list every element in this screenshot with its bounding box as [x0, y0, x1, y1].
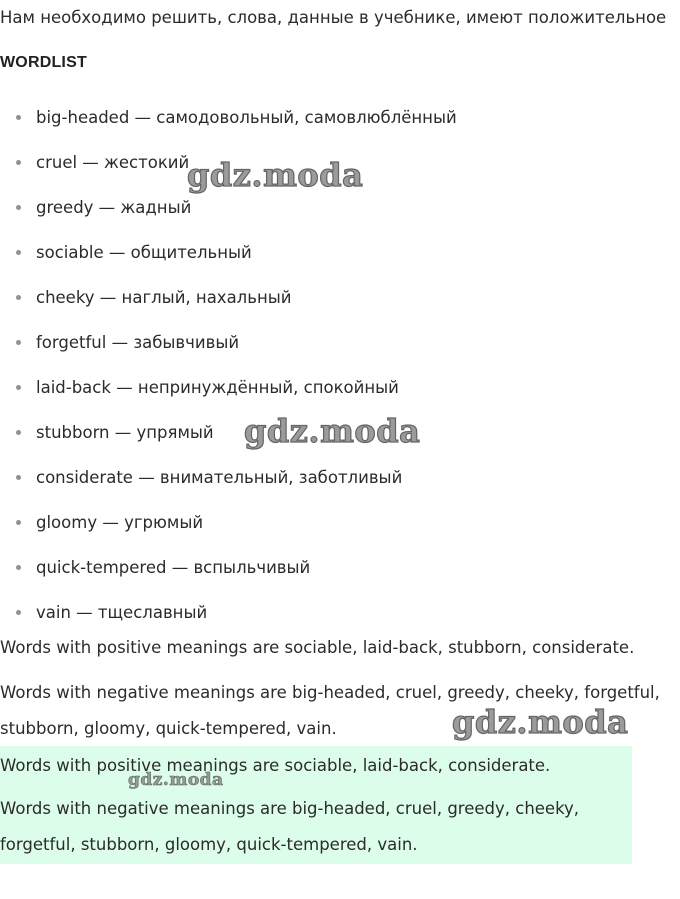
answer-positive-text: Words with positive meanings are sociable, laid-back, stubborn, considerate. — [0, 638, 635, 657]
bullet-icon — [16, 205, 21, 210]
list-item — [0, 500, 457, 545]
bullet-icon — [16, 430, 21, 435]
list-item-text: considerate — внимательный, заботливый — [36, 468, 403, 487]
bullet-icon — [16, 520, 21, 525]
highlight-line-negative-cont: forgetful, stubborn, gloomy, quick-tempered, vain. — [0, 835, 418, 854]
list-item — [0, 320, 457, 365]
bullet-icon — [16, 250, 21, 255]
list-item — [0, 230, 457, 275]
list-item-text: sociable — общительный — [36, 243, 252, 262]
wordlist-heading: WORDLIST — [0, 54, 87, 71]
highlighted-answer-block — [0, 746, 632, 864]
highlight-line-positive: Words with positive meanings are sociable, laid-back, considerate. — [0, 756, 551, 775]
intro-text: Нам необходимо решить, слова, данные в учебнике, имеют положительное — [0, 8, 667, 27]
list-item — [0, 455, 457, 500]
list-item — [0, 545, 457, 590]
bullet-icon — [16, 475, 21, 480]
bullet-icon — [16, 385, 21, 390]
bullet-icon — [16, 610, 21, 615]
answer-negative-text: Words with negative meanings are big-headed, cruel, greedy, cheeky, forgetful, stubborn, gloomy, quick-tempered, vain. — [0, 683, 660, 738]
list-item-text: laid-back — непринуждённый, спокойный — [36, 378, 399, 397]
highlight-line-negative: Words with negative meanings are big-headed, cruel, greedy, cheeky, — [0, 799, 580, 818]
bullet-icon — [16, 340, 21, 345]
list-item-text: cheeky — наглый, нахальный — [36, 288, 292, 307]
bullet-icon — [16, 295, 21, 300]
list-item — [0, 365, 457, 410]
watermark-logo: gdz.moda — [244, 412, 421, 450]
list-item — [0, 95, 457, 140]
list-item-text: forgetful — забывчивый — [36, 333, 240, 352]
watermark-logo: gdz.moda — [452, 703, 629, 741]
list-item — [0, 590, 457, 635]
bullet-icon — [16, 160, 21, 165]
bullet-icon — [16, 115, 21, 120]
list-item-text: cruel — жестокий — [36, 153, 190, 172]
list-item — [0, 275, 457, 320]
answer-positive — [0, 630, 670, 666]
list-item-text: vain — тщеславный — [36, 603, 208, 622]
list-item-text: gloomy — угрюмый — [36, 513, 204, 532]
list-item-text: quick-tempered — вспыльчивый — [36, 558, 311, 577]
watermark-logo: gdz.moda — [128, 770, 224, 790]
list-item-text: big-headed — самодовольный, самовлюблённый — [36, 108, 457, 127]
list-item-text: stubborn — упрямый — [36, 423, 214, 442]
bullet-icon — [16, 565, 21, 570]
list-item-text: greedy — жадный — [36, 198, 192, 217]
watermark-logo: gdz.moda — [187, 156, 364, 194]
